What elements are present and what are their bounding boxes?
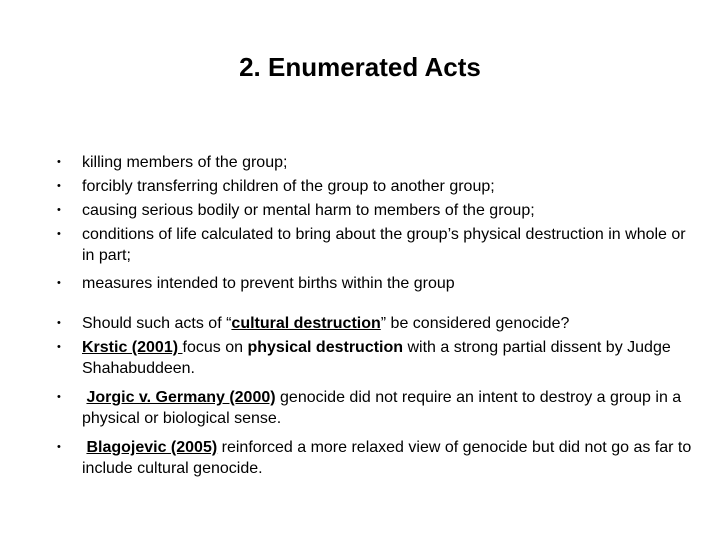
list-item xyxy=(52,387,697,429)
list-item xyxy=(52,337,697,379)
bullet-icon: • xyxy=(57,441,61,453)
list-item xyxy=(52,200,697,221)
list-item xyxy=(52,313,697,334)
krstic-text: Krstic (2001) focus on physical destruction with a strong partial dissent by Judge Shahabuddeen. xyxy=(82,339,671,377)
act-conditions-of-life: conditions of life calculated to bring about the group’s physical destruction in whole or in part; xyxy=(82,226,686,264)
bullet-icon: • xyxy=(57,204,61,216)
slide-title: 2. Enumerated Acts xyxy=(239,52,481,82)
jorgic-text: Jorgic v. Germany (2000) genocide did not require an intent to destroy a group in a physical or biological sense. xyxy=(82,389,682,427)
krstic-case-name: Krstic (2001) xyxy=(82,339,183,356)
list-item xyxy=(52,152,697,173)
act-preventing-births: measures intended to prevent births within the group xyxy=(82,275,455,292)
list-item xyxy=(52,176,697,197)
jorgic-case-name: Jorgic v. Germany (2000) xyxy=(86,389,276,406)
bullet-icon: • xyxy=(57,391,61,403)
bullet-icon: • xyxy=(57,180,61,192)
blagojevic-text: Blagojevic (2005) reinforced a more relaxed view of genocide but did not go as far to include cultural genocide. xyxy=(82,439,692,477)
bullet-list xyxy=(52,152,697,482)
blagojevic-case-name: Blagojevic (2005) xyxy=(86,439,218,456)
cultural-destruction-term: cultural destruction xyxy=(231,315,381,332)
bullet-icon: • xyxy=(57,341,61,353)
physical-destruction-term: physical destruction xyxy=(247,339,404,356)
bullet-icon: • xyxy=(57,277,61,289)
bullet-icon: • xyxy=(57,228,61,240)
list-item xyxy=(52,224,697,266)
question-text: Should such acts of “cultural destruction” be considered genocide? xyxy=(82,315,570,332)
bullet-icon: • xyxy=(57,156,61,168)
list-item xyxy=(52,437,697,479)
bullet-icon: • xyxy=(57,317,61,329)
act-killing: killing members of the group; xyxy=(82,154,288,171)
act-serious-harm: causing serious bodily or mental harm to members of the group; xyxy=(82,202,535,219)
act-transferring-children: forcibly transferring children of the group to another group; xyxy=(82,178,495,195)
list-item xyxy=(52,273,697,294)
